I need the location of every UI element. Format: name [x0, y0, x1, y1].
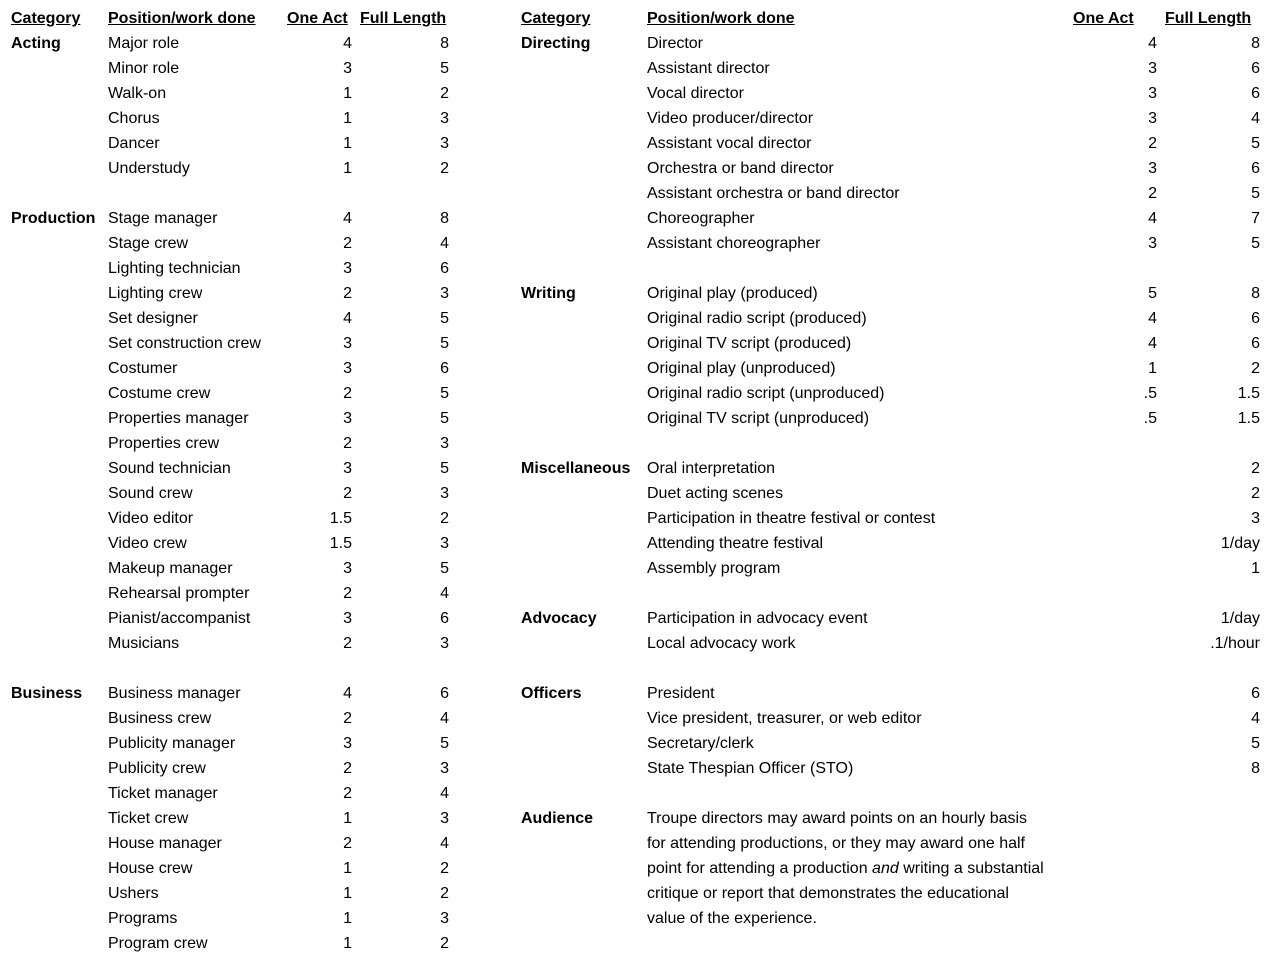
table-row	[11, 406, 461, 431]
right-table	[521, 6, 1263, 956]
spacer-row	[521, 781, 1263, 806]
position-cell: House crew	[108, 860, 193, 877]
one-act-cell: 2	[343, 485, 352, 502]
table-row	[521, 331, 1263, 356]
position-cell: Original TV script (produced)	[647, 335, 852, 352]
full-length-cell: 1/day	[1220, 610, 1260, 627]
position-cell: Local advocacy work	[647, 635, 796, 652]
table-row	[521, 356, 1263, 381]
position-cell: Video producer/director	[647, 110, 814, 127]
position-cell: Minor role	[108, 60, 180, 77]
full-length-cell: 3	[440, 635, 449, 652]
table-row	[11, 506, 461, 531]
one-act-cell: 1	[343, 810, 352, 827]
one-act-cell: 4	[1148, 335, 1157, 352]
full-length-cell: 4	[440, 785, 449, 802]
one-act-cell: 3	[343, 735, 352, 752]
category-label: Production	[11, 210, 96, 227]
table-row	[521, 206, 1263, 231]
full-length-cell: 2	[1251, 485, 1260, 502]
header-category: Category	[521, 10, 591, 27]
one-act-cell: 3	[1148, 85, 1157, 102]
one-act-cell: 3	[1148, 60, 1157, 77]
full-length-cell: 3	[440, 535, 449, 552]
position-cell: Properties crew	[108, 435, 220, 452]
full-length-cell: .1/hour	[1210, 635, 1260, 652]
position-cell: Assistant director	[647, 60, 770, 77]
position-cell: State Thespian Officer (STO)	[647, 760, 854, 777]
full-length-cell: 2	[440, 510, 449, 527]
full-length-cell: 2	[440, 160, 449, 177]
one-act-cell: 4	[343, 35, 352, 52]
position-cell: Lighting crew	[108, 285, 203, 302]
full-length-cell: 8	[440, 210, 449, 227]
position-cell: Director	[647, 35, 704, 52]
one-act-cell: 3	[343, 60, 352, 77]
one-act-cell: 3	[343, 260, 352, 277]
full-length-cell: 3	[440, 435, 449, 452]
position-cell: Walk-on	[108, 85, 167, 102]
position-cell: Understudy	[108, 160, 190, 177]
one-act-cell: 3	[1148, 160, 1157, 177]
category-label: Miscellaneous	[521, 460, 631, 477]
table-row	[11, 631, 461, 656]
header-position: Position/work done	[647, 10, 795, 27]
header-full-length: Full Length	[1165, 10, 1252, 27]
one-act-cell: .5	[1143, 385, 1157, 402]
table-row	[521, 156, 1263, 181]
full-length-cell: 6	[1251, 335, 1260, 352]
one-act-cell: 1	[343, 935, 352, 952]
one-act-cell: 1	[343, 160, 352, 177]
header-one-act: One Act	[1073, 10, 1134, 27]
full-length-cell: 2	[1251, 360, 1260, 377]
table-row	[11, 381, 461, 406]
audience-text-after: writing a substantial critique or report that demonstrates the educational value of the experience.	[647, 860, 1044, 927]
position-cell: Ushers	[108, 885, 159, 902]
table-row	[11, 306, 461, 331]
one-act-cell: 4	[343, 310, 352, 327]
one-act-cell: 3	[343, 360, 352, 377]
full-length-cell: 4	[1251, 710, 1260, 727]
table-row	[521, 381, 1263, 406]
position-cell: Video editor	[108, 510, 194, 527]
one-act-cell: 2	[343, 835, 352, 852]
table-row	[11, 756, 461, 781]
position-cell: Chorus	[108, 110, 160, 127]
full-length-cell: 3	[440, 810, 449, 827]
one-act-cell: 3	[343, 410, 352, 427]
full-length-cell: 2	[440, 935, 449, 952]
position-cell: Vocal director	[647, 85, 744, 102]
position-cell: Original play (produced)	[647, 285, 818, 302]
full-length-cell: 5	[440, 560, 449, 577]
full-length-cell: 5	[440, 460, 449, 477]
full-length-cell: 1	[1251, 560, 1260, 577]
one-act-cell: 1	[1148, 360, 1157, 377]
one-act-cell: 2	[343, 635, 352, 652]
table-row	[11, 456, 461, 481]
category-label: Advocacy	[521, 610, 597, 627]
table-row	[521, 306, 1263, 331]
position-cell: Sound crew	[108, 485, 193, 502]
position-cell: Stage crew	[108, 235, 189, 252]
table-row	[11, 256, 461, 281]
one-act-cell: 3	[343, 610, 352, 627]
table-row	[11, 356, 461, 381]
table-row	[521, 631, 1263, 656]
full-length-cell: 6	[440, 685, 449, 702]
left-table-body	[11, 31, 461, 956]
spacer-row	[521, 656, 1263, 681]
category-label: Officers	[521, 685, 582, 702]
table-row	[11, 831, 461, 856]
one-act-cell: 2	[343, 585, 352, 602]
one-act-cell: 4	[1148, 310, 1157, 327]
spacer-row	[11, 181, 461, 206]
one-act-cell: 2	[343, 785, 352, 802]
full-length-cell: 5	[1251, 185, 1260, 202]
table-row	[521, 731, 1263, 756]
table-row	[521, 31, 1263, 56]
full-length-cell: 4	[1251, 110, 1260, 127]
position-cell: Business crew	[108, 710, 212, 727]
table-row	[11, 681, 461, 706]
one-act-cell: 1	[343, 85, 352, 102]
full-length-cell: 2	[1251, 460, 1260, 477]
table-row	[521, 681, 1263, 706]
full-length-cell: 3	[1251, 510, 1260, 527]
one-act-cell: 2	[343, 760, 352, 777]
table-row	[521, 56, 1263, 81]
table-row	[521, 131, 1263, 156]
table-row	[11, 231, 461, 256]
full-length-cell: 4	[440, 710, 449, 727]
full-length-cell: 6	[440, 610, 449, 627]
spacer-row	[11, 656, 461, 681]
position-cell: Business manager	[108, 685, 241, 702]
table-row	[521, 531, 1263, 556]
full-length-cell: 3	[440, 760, 449, 777]
full-length-cell: 5	[440, 335, 449, 352]
header-category: Category	[11, 10, 81, 27]
position-cell: Duet acting scenes	[647, 485, 784, 502]
category-label: Writing	[521, 285, 576, 302]
table-row	[11, 806, 461, 831]
one-act-cell: 1.5	[329, 510, 352, 527]
one-act-cell: 3	[1148, 235, 1157, 252]
table-row	[11, 706, 461, 731]
one-act-cell: 2	[1148, 185, 1157, 202]
position-cell: Properties manager	[108, 410, 249, 427]
one-act-cell: 1	[343, 860, 352, 877]
one-act-cell: 3	[343, 460, 352, 477]
full-length-cell: 5	[440, 410, 449, 427]
audience-text-italic: and	[872, 860, 899, 877]
full-length-cell: 6	[1251, 60, 1260, 77]
position-cell: Secretary/clerk	[647, 735, 754, 752]
one-act-cell: 1	[343, 885, 352, 902]
position-cell: House manager	[108, 835, 222, 852]
one-act-cell: 2	[343, 285, 352, 302]
position-cell: Stage manager	[108, 210, 218, 227]
position-cell: Assembly program	[647, 560, 781, 577]
table-row	[11, 881, 461, 906]
spacer-row	[521, 581, 1263, 606]
one-act-cell: .5	[1143, 410, 1157, 427]
table-row	[11, 106, 461, 131]
position-cell: Ticket crew	[108, 810, 189, 827]
table-row	[521, 456, 1263, 481]
one-act-cell: 4	[343, 685, 352, 702]
one-act-cell: 4	[1148, 210, 1157, 227]
one-act-cell: 1	[343, 910, 352, 927]
table-row	[11, 531, 461, 556]
table-row	[11, 906, 461, 931]
full-length-cell: 8	[1251, 285, 1260, 302]
position-cell: Original radio script (produced)	[647, 310, 867, 327]
position-cell: Set construction crew	[108, 335, 261, 352]
one-act-cell: 4	[1148, 35, 1157, 52]
table-row	[11, 781, 461, 806]
one-act-cell: 5	[1148, 285, 1157, 302]
full-length-cell: 5	[440, 60, 449, 77]
header-full-length: Full Length	[360, 10, 447, 27]
full-length-cell: 3	[440, 285, 449, 302]
one-act-cell: 3	[343, 560, 352, 577]
category-label: Audience	[521, 810, 594, 827]
position-cell: Assistant choreographer	[647, 235, 821, 252]
position-cell: Program crew	[108, 935, 208, 952]
table-row	[521, 106, 1263, 131]
full-length-cell: 8	[440, 35, 449, 52]
full-length-cell: 6	[440, 260, 449, 277]
full-length-cell: 6	[440, 360, 449, 377]
one-act-cell: 1	[343, 135, 352, 152]
one-act-cell: 1.5	[329, 535, 352, 552]
table-row	[11, 81, 461, 106]
table-row	[11, 131, 461, 156]
spacer-row	[521, 256, 1263, 281]
position-cell: Choreographer	[647, 210, 755, 227]
one-act-cell: 4	[343, 210, 352, 227]
position-cell: Costume crew	[108, 385, 211, 402]
one-act-cell: 2	[343, 710, 352, 727]
header-position: Position/work done	[108, 10, 256, 27]
table-row	[521, 506, 1263, 531]
one-act-cell: 2	[343, 235, 352, 252]
position-cell: Major role	[108, 35, 180, 52]
table-row	[11, 206, 461, 231]
full-length-cell: 6	[1251, 685, 1260, 702]
full-length-cell: 5	[1251, 135, 1260, 152]
table-row	[521, 231, 1263, 256]
spacer-row	[521, 431, 1263, 456]
position-cell: Lighting technician	[108, 260, 241, 277]
position-cell: Original radio script (unproduced)	[647, 385, 885, 402]
full-length-cell: 1/day	[1220, 535, 1260, 552]
position-cell: Original play (unproduced)	[647, 360, 836, 377]
position-cell: President	[647, 685, 715, 702]
table-row	[11, 156, 461, 181]
position-cell: Set designer	[108, 310, 198, 327]
full-length-cell: 8	[1251, 760, 1260, 777]
full-length-cell: 5	[440, 310, 449, 327]
full-length-cell: 3	[440, 135, 449, 152]
table-row	[11, 481, 461, 506]
full-length-cell: 6	[1251, 85, 1260, 102]
full-length-cell: 2	[440, 85, 449, 102]
full-length-cell: 3	[440, 110, 449, 127]
position-cell: Assistant vocal director	[647, 135, 812, 152]
one-act-cell: 3	[1148, 110, 1157, 127]
position-cell: Ticket manager	[108, 785, 218, 802]
full-length-cell: 4	[440, 835, 449, 852]
full-length-cell: 5	[1251, 735, 1260, 752]
right-table-body	[521, 31, 1263, 806]
position-cell: Participation in advocacy event	[647, 610, 868, 627]
full-length-cell: 4	[440, 235, 449, 252]
table-row	[11, 556, 461, 581]
full-length-cell: 6	[1251, 160, 1260, 177]
table-row	[11, 56, 461, 81]
position-cell: Participation in theatre festival or contest	[647, 510, 936, 527]
table-row	[521, 406, 1263, 431]
table-row	[11, 731, 461, 756]
full-length-cell: 5	[440, 385, 449, 402]
table-row	[11, 331, 461, 356]
table-row	[11, 31, 461, 56]
one-act-cell: 1	[343, 110, 352, 127]
right-header-row	[521, 6, 1263, 31]
audience-row	[521, 806, 1263, 956]
category-label: Acting	[11, 35, 61, 52]
full-length-cell: 3	[440, 485, 449, 502]
full-length-cell: 7	[1251, 210, 1260, 227]
table-row	[521, 556, 1263, 581]
position-cell: Assistant orchestra or band director	[647, 185, 900, 202]
one-act-cell: 2	[1148, 135, 1157, 152]
table-row	[521, 181, 1263, 206]
table-row	[11, 856, 461, 881]
full-length-cell: 6	[1251, 310, 1260, 327]
category-label: Business	[11, 685, 83, 702]
table-row	[521, 756, 1263, 781]
full-length-cell: 2	[440, 885, 449, 902]
full-length-cell: 5	[1251, 235, 1260, 252]
one-act-cell: 2	[343, 435, 352, 452]
position-cell: Attending theatre festival	[647, 535, 824, 552]
position-cell: Rehearsal prompter	[108, 585, 250, 602]
table-row	[521, 281, 1263, 306]
table-row	[521, 481, 1263, 506]
position-cell: Original TV script (unproduced)	[647, 410, 870, 427]
audience-text-before: Troupe directors may award points on an hourly basis for attending productions, or they may award one half point for attending a production	[647, 810, 1028, 877]
table-row	[11, 931, 461, 956]
full-length-cell: 4	[440, 585, 449, 602]
position-cell: Sound technician	[108, 460, 231, 477]
position-cell: Pianist/accompanist	[108, 610, 251, 627]
full-length-cell: 8	[1251, 35, 1260, 52]
position-cell: Dancer	[108, 135, 160, 152]
position-cell: Oral interpretation	[647, 460, 776, 477]
position-cell: Orchestra or band director	[647, 160, 834, 177]
position-cell: Video crew	[108, 535, 187, 552]
full-length-cell: 3	[440, 910, 449, 927]
one-act-cell: 2	[343, 385, 352, 402]
table-row	[521, 606, 1263, 631]
one-act-cell: 3	[343, 335, 352, 352]
table-row	[521, 81, 1263, 106]
full-length-cell: 2	[440, 860, 449, 877]
table-row	[11, 281, 461, 306]
audience-paragraph	[647, 806, 1047, 931]
full-length-cell: 1.5	[1237, 410, 1260, 427]
position-cell: Costumer	[108, 360, 178, 377]
position-cell: Vice president, treasurer, or web editor	[647, 710, 922, 727]
position-cell: Publicity crew	[108, 760, 206, 777]
table-row	[11, 581, 461, 606]
category-label: Directing	[521, 35, 591, 52]
position-cell: Publicity manager	[108, 735, 236, 752]
table-row	[521, 706, 1263, 731]
position-cell: Musicians	[108, 635, 180, 652]
full-length-cell: 1.5	[1237, 385, 1260, 402]
table-row	[11, 431, 461, 456]
position-cell: Programs	[108, 910, 178, 927]
left-header-row	[11, 6, 461, 31]
left-table	[11, 6, 461, 956]
full-length-cell: 5	[440, 735, 449, 752]
table-row	[11, 606, 461, 631]
position-cell: Makeup manager	[108, 560, 233, 577]
header-one-act: One Act	[287, 10, 348, 27]
